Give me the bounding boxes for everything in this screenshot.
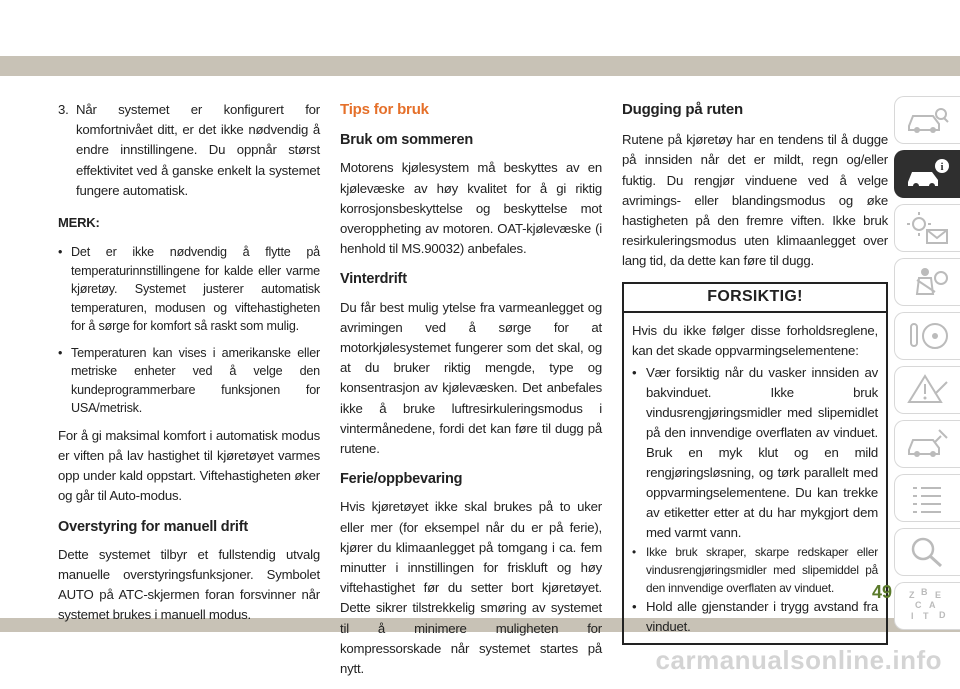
alphabet-index-icon: [905, 588, 951, 624]
column-right: [622, 100, 888, 645]
caution-bullet-text: Hold alle gjenstander i trygg avstand fra vinduet.: [646, 598, 878, 634]
heading-winter: Vinterdrift: [340, 271, 407, 288]
top-band-bar: [0, 56, 960, 76]
tab-car-info[interactable]: [894, 150, 960, 198]
magnifier-search-icon: [905, 534, 951, 570]
page-number: 49: [871, 582, 893, 602]
svg-text:i: i: [939, 161, 944, 173]
paragraph-summer: Motorens kjølesystem må beskyttes av en kjølevæske av høy kvalitet for å gi riktig korrosjonsbeskyttelse og beskyttelse mot overoppheting av motoren. OAT-kjølevæske (i henhold til MS.90032) anbefales.: [340, 160, 602, 257]
caution-bullet-2: [632, 543, 878, 597]
heading-summer: Bruk om sommeren: [340, 132, 473, 149]
steering-key-icon: [905, 318, 951, 354]
svg-text:T: T: [922, 611, 928, 621]
heading-tips: Tips for bruk: [340, 101, 429, 118]
svg-text:D: D: [938, 610, 945, 620]
svg-text:B: B: [920, 588, 927, 597]
bullet-dot: •: [58, 345, 63, 360]
tab-service[interactable]: [894, 420, 960, 468]
svg-text:Z: Z: [908, 590, 914, 600]
caution-bullet-text: Vær forsiktig når du vasker innsiden av bakvinduet. Ikke bruk vindusrengjøringsmidler med slipemidlet på den innvendige overflaten av vinduet. Bruk en myk klut og en mild rengjøringsløsning, og tørk parallelt med oppvarmingselementene. Du kan trekke av etiketter etter at du har mykgjort dem med varmt vann.: [646, 364, 878, 540]
heading-vacation: Ferie/oppbevaring: [340, 471, 463, 488]
tab-index-search[interactable]: [894, 528, 960, 576]
caution-title: FORSIKTIG!: [624, 284, 886, 313]
checklist-icon: [905, 480, 951, 516]
tab-warning-lights[interactable]: [894, 204, 960, 252]
paragraph-vacation: Hvis kjøretøyet ikke skal brukes på to uker eller mer (for eksempel når du er på ferie), kjører du klimaanlegget på tomgang i ca. fem minutter i innstillingen for friskluft og høy viftehastighet før du setter bort kjøretøyet. Dette sikrer tilstrekkelig smøring av systemet til å minimere muligheten for kompressorskade når systemet startes på nytt.: [340, 499, 602, 677]
note-label: MERK:: [58, 215, 100, 231]
paragraph-winter: Du får best mulig ytelse fra varmeanlegget og avrimingen ved å sørge for at motorkjølesystemet fungerer som det skal, og at du bruker riktig mengde, type og konsentrasjon av kjølevæsken. Det anbefales ikke å bruke luftresirkuleringsmodus i vintermånedene, fordi det kan føre til dugg på rutene.: [340, 299, 602, 457]
car-info-icon: [905, 156, 951, 192]
tab-specifications[interactable]: [894, 474, 960, 522]
top-band: [0, 0, 960, 80]
paragraph-manual-override: Dette systemet tilbyr et fullstendig utvalg manuelle overstyringsfunksjoner. Symbolet AUTO på ATC-skjermen foran forsvinner når systemet brukes i manuell modus.: [58, 546, 320, 623]
heading-manual-override: Overstyring for manuell drift: [58, 518, 248, 535]
hazard-road-icon: [905, 372, 951, 408]
svg-text:C: C: [914, 600, 921, 610]
caution-body: [624, 313, 886, 643]
car-wrench-icon: [905, 426, 951, 462]
paragraph-fogging: Rutene på kjøretøy har en tendens til å dugge på innsiden når det er mildt, regn og/eller fuktig. Du rengjør vinduene ved å velge avrimings- eller blandingsmodus og øke hastigheten på den fremre viften. Ikke bruk resirkuleringsmodus uten klimaanlegget over lang tid, da dette kan føre til dugg.: [622, 132, 888, 269]
tab-emergency[interactable]: [894, 366, 960, 414]
warning-lights-message-icon: [905, 210, 951, 246]
note-bullet-1: [58, 243, 320, 336]
paragraph-auto-mode: For å gi maksimal komfort i automatisk modus er viften på lav hastighet til kjøretøyet varmes opp under kald oppstart. Viftehastigheten øker og går til Auto-modus.: [58, 427, 320, 504]
caution-intro: Hvis du ikke følger disse forholdsreglene, kan det skade oppvarmingselementene:: [632, 322, 878, 358]
note-bullet-2: [58, 344, 320, 418]
watermark-text: carmanualsonline.info: [655, 645, 942, 675]
caution-box: [622, 282, 888, 645]
caution-bullet-1: [632, 363, 878, 543]
bullet-dot: •: [58, 245, 63, 260]
tab-car-search[interactable]: [894, 96, 960, 144]
bullet-dot: •: [632, 544, 636, 559]
airbag-person-icon: [905, 264, 951, 300]
tab-safety[interactable]: [894, 258, 960, 306]
tab-starting[interactable]: [894, 312, 960, 360]
column-left: [58, 100, 320, 636]
numbered-item-3: [58, 100, 320, 201]
caution-bullet-3: [632, 597, 878, 637]
column-middle: [340, 100, 602, 689]
svg-text:E: E: [934, 590, 941, 600]
bullet-dot: •: [632, 364, 637, 380]
note-bullet-text: Temperaturen kan vises i amerikanske eller metriske enheter ved å velge den kundeprogrammerbare funksjonen for USA/metrisk.: [71, 345, 320, 416]
car-search-icon: [905, 102, 951, 138]
svg-text:A: A: [928, 600, 935, 610]
item-number: 3.: [58, 102, 69, 117]
tab-alphabet-index[interactable]: [894, 582, 960, 630]
svg-text:I: I: [910, 611, 914, 621]
heading-fogging: Dugging på ruten: [622, 101, 743, 118]
note-bullet-text: Det er ikke nødvendig å flytte på temperaturinnstillingene for kalde eller varme kjøretøy. Systemet justerer automatisk temperaturen, modusen og viftehastigheten for å sørge for komfort så raskt som mulig.: [71, 245, 320, 334]
item-text: Når systemet er konfigurert for komfortnivået ditt, er det ikke nødvendig å endre innstillingene. Du oppnår størst effektivitet ved å ganske enkelt la systemet fungere automatisk.: [76, 102, 320, 198]
chapter-tabs: [894, 96, 960, 636]
bullet-dot: •: [632, 598, 637, 614]
caution-bullet-text: Ikke bruk skraper, skarpe redskaper eller vindusrengjøringsmidler med slipemiddel på den innvendige overflaten av vinduet.: [646, 544, 878, 595]
